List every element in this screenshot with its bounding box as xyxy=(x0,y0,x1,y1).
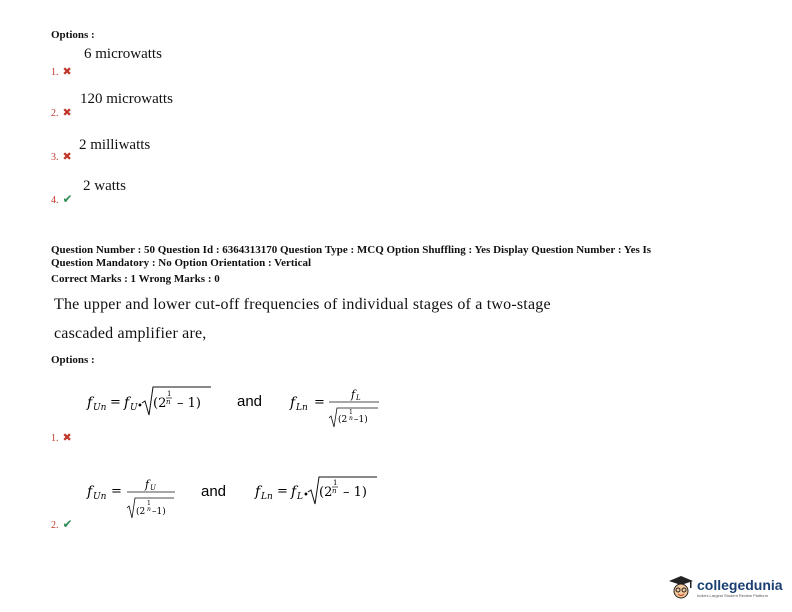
svg-text:=: = xyxy=(111,484,122,499)
svg-text:Un: Un xyxy=(93,403,107,413)
prev-option-1-text: 6 microwatts xyxy=(84,46,162,62)
svg-text:n: n xyxy=(147,506,151,513)
svg-text:– 1): – 1) xyxy=(177,396,201,411)
option-number: 2. xyxy=(51,108,59,119)
svg-text:1: 1 xyxy=(147,500,151,507)
question-meta-line2: Question Mandatory : No Option Orientation : Vertical xyxy=(51,257,312,269)
cross-icon: ✖ xyxy=(62,106,72,119)
svg-text:n: n xyxy=(166,398,171,406)
cross-icon: ✖ xyxy=(62,150,72,163)
svg-text:U: U xyxy=(130,403,138,413)
svg-text:1: 1 xyxy=(349,409,353,416)
svg-text:=: = xyxy=(314,395,325,410)
check-icon: ✔ xyxy=(62,192,73,206)
prev-option-2-marker xyxy=(51,103,72,121)
svg-text:(2: (2 xyxy=(319,485,333,500)
cross-icon: ✖ xyxy=(62,65,72,78)
option-number: 3. xyxy=(51,152,59,163)
options-label: Options : xyxy=(51,354,95,366)
check-icon: ✔ xyxy=(62,517,73,531)
option-number: 4. xyxy=(51,195,59,206)
svg-text:–1): –1) xyxy=(152,507,166,517)
logo-tagline: India's Largest Student Review Platform xyxy=(697,592,769,598)
svg-text:=: = xyxy=(277,484,288,499)
svg-text:Ln: Ln xyxy=(261,492,273,502)
option-2-marker[interactable] xyxy=(51,515,73,533)
svg-text:f: f xyxy=(124,395,130,411)
svg-text:•: • xyxy=(303,490,309,501)
and-word: and xyxy=(237,393,263,410)
prev-option-1-marker xyxy=(51,62,72,80)
question-text-line1: The upper and lower cut-off frequencies of individual stages of a two-stage xyxy=(54,296,551,313)
and-word: and xyxy=(201,483,227,500)
svg-text:f: f xyxy=(291,484,297,500)
prev-option-2-text: 120 microwatts xyxy=(80,91,173,107)
option-1-formula xyxy=(85,383,395,436)
svg-text:f: f xyxy=(87,484,93,500)
prev-option-4-marker xyxy=(51,190,73,208)
svg-text:U: U xyxy=(150,484,156,492)
logo-name: collegedunia xyxy=(697,576,783,593)
svg-text:–1): –1) xyxy=(354,415,368,425)
option-number: 1. xyxy=(51,67,59,78)
question-meta-line1: Question Number : 50 Question Id : 6364313170 Question Type : MCQ Option Shuffling : Yes Display Question Number : Yes Is xyxy=(51,244,652,256)
svg-text:Ln: Ln xyxy=(296,403,308,413)
svg-text:1: 1 xyxy=(167,390,172,398)
svg-text:f: f xyxy=(145,478,150,491)
option-2-equation-image xyxy=(85,474,385,524)
graduate-mascot-icon xyxy=(668,574,694,600)
svg-text:1: 1 xyxy=(333,479,338,487)
option-number: 2. xyxy=(51,520,59,531)
options-label-prev: Options : xyxy=(51,29,95,41)
svg-text:n: n xyxy=(349,415,353,422)
svg-text:f: f xyxy=(255,484,261,500)
svg-text:(2: (2 xyxy=(136,507,146,517)
option-1-marker[interactable] xyxy=(51,428,72,446)
svg-text:n: n xyxy=(332,487,337,495)
svg-text:(2: (2 xyxy=(338,415,348,425)
svg-text:– 1): – 1) xyxy=(343,485,367,500)
prev-option-4-text: 2 watts xyxy=(83,178,126,194)
collegedunia-logo xyxy=(668,574,783,600)
svg-text:(2: (2 xyxy=(153,396,167,411)
svg-text:L: L xyxy=(297,492,303,502)
option-number: 1. xyxy=(51,433,59,444)
prev-option-3-marker xyxy=(51,147,72,165)
question-marks: Correct Marks : 1 Wrong Marks : 0 xyxy=(51,273,220,285)
svg-text:L: L xyxy=(356,394,361,402)
svg-text:f: f xyxy=(290,395,296,411)
svg-text:f: f xyxy=(87,395,93,411)
option-2-formula xyxy=(85,474,385,529)
svg-text:=: = xyxy=(110,395,121,410)
svg-text:•: • xyxy=(137,401,143,412)
svg-text:f: f xyxy=(351,388,356,401)
prev-option-3-text: 2 milliwatts xyxy=(79,137,151,153)
option-1-equation-image xyxy=(85,383,395,431)
question-text-line2: cascaded amplifier are, xyxy=(54,325,207,342)
svg-text:Un: Un xyxy=(93,492,107,502)
cross-icon: ✖ xyxy=(62,431,72,444)
